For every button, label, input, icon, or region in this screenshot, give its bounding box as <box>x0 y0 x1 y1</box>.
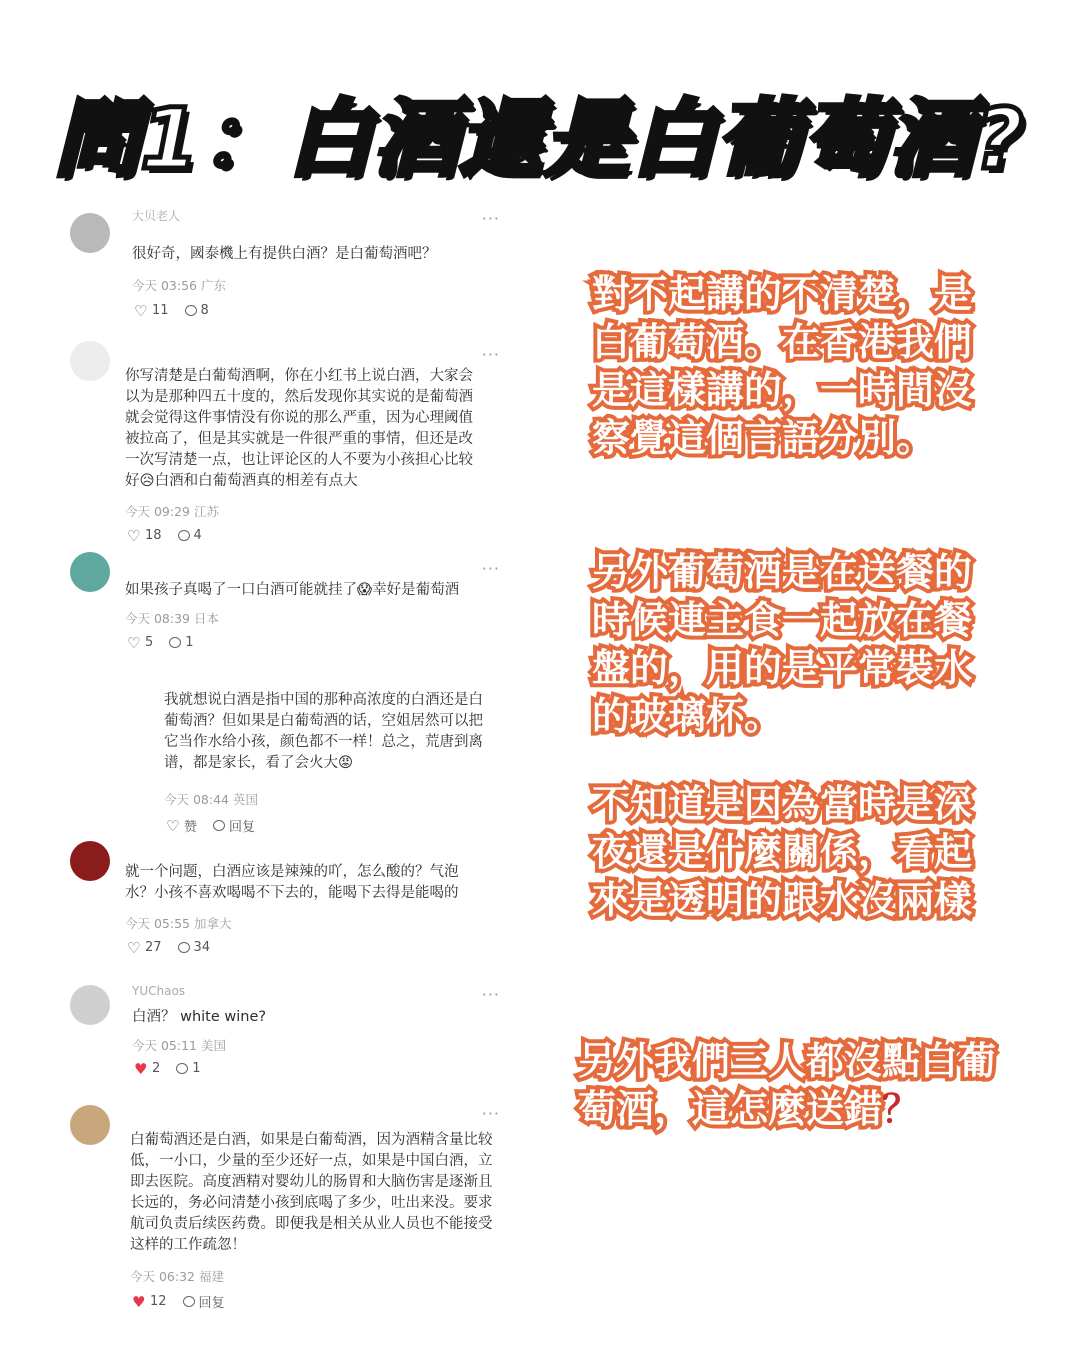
like-count: 27 <box>145 940 162 955</box>
comment-text: 就一个问题，白酒应该是辣辣的吖，怎么酸的？气泡水？小孩不喜欢喝喝不下去的，能喝下去得是能喝的 <box>125 864 459 901</box>
comment-bubble-icon <box>178 942 190 953</box>
like-count: 2 <box>152 1061 161 1076</box>
comment-bubble-icon <box>213 820 225 831</box>
comment-actions <box>132 1292 225 1311</box>
reply-count: 34 <box>193 940 211 955</box>
comment-actions <box>127 940 210 955</box>
heart-icon: ♡ <box>127 633 141 652</box>
like-button[interactable] <box>134 1061 160 1076</box>
comment-meta: 今天 05:55 加拿大 <box>125 916 232 931</box>
comment <box>70 838 500 958</box>
avatar[interactable] <box>70 841 110 881</box>
like-button[interactable] <box>134 303 169 318</box>
comment-actions <box>166 816 255 835</box>
note-apology: 對不起講的不清楚，是白葡萄酒。在香港我們是這樣講的，一時間沒察覺這個言語分別。 <box>592 272 973 460</box>
comment-bubble-icon <box>169 637 181 648</box>
comment-actions <box>127 528 202 543</box>
reply-button[interactable] <box>185 303 209 318</box>
comment-bubble-icon <box>178 530 190 541</box>
reply-count: 4 <box>193 528 202 543</box>
comment-meta: 今天 06:32 福建 <box>130 1269 224 1284</box>
heart-icon: ♡ <box>127 526 141 545</box>
note-glass: 另外葡萄酒是在送餐的時候連主食一起放在餐盤的，用的是平常裝水的玻璃杯。 <box>592 550 973 738</box>
like-button[interactable] <box>127 940 162 955</box>
reply-button[interactable] <box>178 940 211 955</box>
reply-label: 回复 <box>198 1296 225 1311</box>
avatar[interactable] <box>70 1105 110 1145</box>
note-not-ordered-text: 另外我們三人都沒點白葡萄酒，這怎麼送錯 <box>578 1039 997 1131</box>
reply-label: 回复 <box>229 820 256 835</box>
reply-count: 1 <box>192 1061 201 1076</box>
comment-text: 如果孩子真喝了一口白酒可能就挂了😱幸好是葡萄酒 <box>125 582 460 598</box>
comment-text: 白酒？ white wine? <box>132 1009 267 1025</box>
comment-text: 你写清楚是白葡萄酒啊，你在小红书上说白酒，大家会以为是那种四五十度的，然后发现你其实说的是葡萄酒就会觉得这件事情没有你说的那么严重，因为心理阈值被拉高了，但是其实就是一件很严重的事情，但还是改一次写清楚一点，也让评论区的人不要为小孩担心比较好😥白酒和白葡萄酒真的相差有点大 <box>125 368 473 489</box>
comment <box>70 210 500 320</box>
reply-button[interactable] <box>183 1292 225 1311</box>
page-title: 問1：白酒還是白葡萄酒? <box>54 90 1026 188</box>
comment <box>70 1105 500 1315</box>
reply-button[interactable] <box>178 528 202 543</box>
reply-button[interactable] <box>169 635 193 650</box>
heart-filled-icon: ♥ <box>132 1292 146 1311</box>
comment-meta: 今天 08:39 日本 <box>125 611 219 626</box>
like-button[interactable] <box>166 816 197 835</box>
reply-button[interactable] <box>213 816 255 835</box>
username[interactable]: 大贝老人 <box>132 210 181 222</box>
question-mark: ？ <box>882 1087 921 1131</box>
like-count: 18 <box>145 528 162 543</box>
comment-bubble-icon <box>183 1296 195 1307</box>
reply-count: 8 <box>200 303 209 318</box>
avatar[interactable] <box>70 552 110 592</box>
comment-list <box>70 205 500 1325</box>
like-button[interactable] <box>127 528 162 543</box>
comment-actions <box>134 303 209 318</box>
heart-filled-icon: ♥ <box>134 1059 148 1078</box>
comment <box>70 338 500 548</box>
more-options-icon[interactable]: ··· <box>481 1104 500 1123</box>
note-not-ordered <box>578 1037 1008 1133</box>
more-options-icon[interactable]: ··· <box>481 559 500 578</box>
reply-comment <box>70 690 500 840</box>
like-button[interactable] <box>127 635 153 650</box>
comment-text: 我就想说白酒是指中国的那种高浓度的白酒还是白葡萄酒？但如果是白葡萄酒的话，空姐居然可以把它当作水给小孩，颜色都不一样！总之，荒唐到离谱，都是家长，看了会火大😡 <box>164 692 483 771</box>
avatar[interactable] <box>70 985 110 1025</box>
comment-actions <box>127 635 194 650</box>
like-label: 赞 <box>184 820 198 835</box>
reply-count: 1 <box>185 635 194 650</box>
like-count: 12 <box>150 1294 167 1309</box>
like-button[interactable] <box>132 1294 167 1309</box>
comment-meta: 今天 08:44 英国 <box>164 792 258 807</box>
username[interactable]: YUChaos <box>132 985 186 997</box>
like-count: 11 <box>152 303 169 318</box>
comment-bubble-icon <box>185 305 197 316</box>
more-options-icon[interactable]: ··· <box>481 345 500 364</box>
comment <box>70 980 500 1085</box>
comment <box>70 552 500 652</box>
heart-icon: ♡ <box>166 816 180 835</box>
reply-button[interactable] <box>176 1061 200 1076</box>
more-options-icon[interactable]: ··· <box>481 209 500 228</box>
comment-meta: 今天 05:11 美国 <box>132 1038 226 1053</box>
comment-actions <box>134 1061 201 1076</box>
heart-icon: ♡ <box>127 938 141 957</box>
avatar[interactable] <box>70 341 110 381</box>
heart-icon: ♡ <box>134 301 148 320</box>
comment-meta: 今天 03:56 广东 <box>132 278 226 293</box>
note-appearance: 不知道是因為當時是深夜還是什麼關係，看起來是透明的跟水沒兩樣 <box>592 782 973 922</box>
more-options-icon[interactable]: ··· <box>481 985 500 1004</box>
comment-text: 很好奇，國泰機上有提供白酒？是白葡萄酒吧？ <box>132 246 437 262</box>
comment-bubble-icon <box>176 1063 188 1074</box>
like-count: 5 <box>145 635 154 650</box>
comment-meta: 今天 09:29 江苏 <box>125 504 219 519</box>
comment-text: 白葡萄酒还是白酒，如果是白葡萄酒，因为酒精含量比较低，一小口，少量的至少还好一点，如果是中国白酒，立即去医院。高度酒精对婴幼儿的肠胃和大脑伤害是逐渐且长远的，务必问清楚小孩到底喝了多少，吐出来没。要求航司负责后续医药费。即便我是相关从业人员也不能接受这样的工作疏忽！ <box>130 1132 493 1253</box>
avatar[interactable] <box>70 213 110 253</box>
